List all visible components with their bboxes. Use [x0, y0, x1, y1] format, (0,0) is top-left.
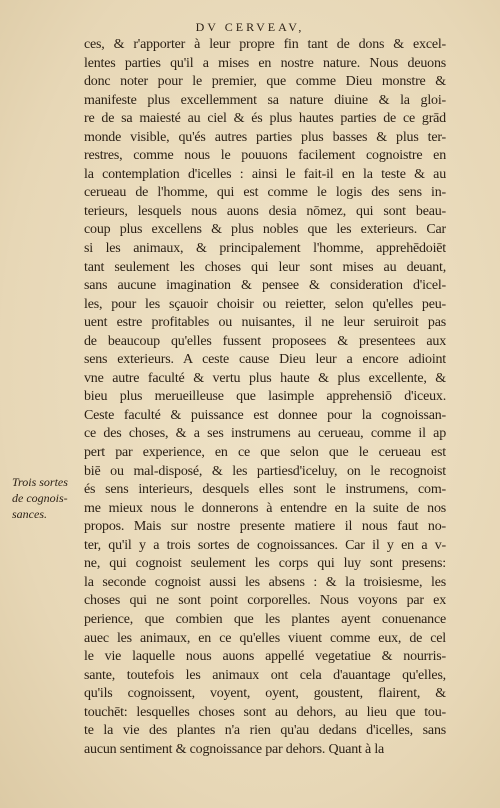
- marginal-note-line: Trois sortes: [12, 475, 68, 489]
- text-line: bieu plus merueilleuse que lasimple apprehensiō d'iceux.: [84, 389, 446, 405]
- marginal-note-line: sances.: [12, 507, 47, 521]
- running-head: DV CERVEAV,: [195, 20, 305, 34]
- text-line: uent estre profitables ou nuisantes, il ne leur seruiroit pas: [84, 315, 446, 331]
- text-line: touchēt: lesquelles choses sont au dehors, au lieu que tou-: [84, 704, 446, 720]
- text-line: lentes parties qu'il a mises en nostre nature. Nous deuons: [84, 55, 446, 71]
- text-line: de beaucoup qu'elles fussent proposees & presentees aux: [84, 333, 446, 349]
- text-line: Ceste faculté & puissance est donnee pour la cognoissan-: [84, 407, 446, 423]
- text-line: coup plus excellens & plus nobles que les exterieurs. Car: [84, 222, 446, 238]
- text-line: aucun sentiment & cognoissance par dehors. Quant à la: [84, 741, 385, 757]
- text-line: tant seulement les choses qui leur sont mises au deuant,: [84, 259, 446, 275]
- text-line: choses qui ne sont point corporelles. Nous voyons par ex: [84, 593, 446, 609]
- text-line: re de sa maiesté au ciel & és plus hautes parties de ce grād: [84, 111, 446, 127]
- text-line: propos. Mais sur nostre presente matiere il nous faut no-: [84, 519, 446, 535]
- text-line: sans aucune imagination & pensee & consideration d'icel-: [84, 278, 446, 294]
- text-line: auec les animaux, en ce qu'elles viuent comme eux, de cel: [84, 630, 446, 646]
- text-line: ne, qui cognoist seulement les corps qui luy sont presens:: [84, 556, 446, 572]
- text-line: te la vie des plantes n'a rien qu'au dedans d'icelles, sans: [84, 723, 446, 739]
- text-line: les, pour les sçauoir choisir ou reietter, selon qu'elles peu-: [84, 296, 446, 312]
- text-line: ter, qu'il y a trois sortes de cognoissances. Car il y en a v-: [84, 537, 446, 553]
- text-line: sens exterieurs. A ceste cause Dieu leur a encore adioint: [84, 352, 446, 368]
- text-line: monde visible, qu'és autres parties plus basses & plus ter-: [84, 129, 446, 145]
- text-line: perience, que combien que les plantes ayent conuenance: [84, 611, 446, 627]
- text-line: pert par experience, en ce que selon que le cerueau est: [84, 445, 446, 461]
- text-line: vne autre faculté & vertu plus haute & plus excellente, &: [84, 370, 446, 386]
- text-line: la seconde cognoist aussi les absens : & la troisiesme, les: [84, 574, 446, 590]
- text-line: ces, & r'apporter à leur propre fin tant de dons & excel-: [84, 37, 446, 52]
- text-line: ce des choses, & a ses instrumens au cerueau, comme il ap: [84, 426, 446, 442]
- text-line: qu'ils cognoissent, voyent, oyent, goustent, flairent, &: [84, 686, 446, 702]
- text-line: manifeste plus excellemment sa nature diuine & la gloi-: [84, 92, 446, 108]
- text-line: cerueau de l'homme, qui est comme le logis des sens in-: [84, 185, 446, 201]
- text-line: si les animaux, & principalement l'homme, apprehēdoiēt: [84, 241, 446, 257]
- marginal-note-line: de cognois-: [12, 491, 68, 505]
- text-line: donc noter pour le premier, que comme Dieu monstre &: [84, 74, 446, 90]
- text-line: le vie laquelle nous auons appellé vegetatiue & nourris-: [84, 649, 446, 665]
- text-line: me mieux nous le donnerons à entendre en la suite de nos: [84, 500, 446, 516]
- text-line: restres, comme nous le pouuons facilement cognoistre en: [84, 148, 446, 164]
- body-text: [84, 36, 446, 759]
- text-line: terieurs, lesquels nous auons desia nōmez, qui sont beau-: [84, 203, 446, 219]
- text-line: és sens interieurs, desquels elles sont le instrumens, com-: [84, 482, 446, 498]
- text-line: biē ou mal-disposé, & les partiesd'iceluy, on le recognoist: [84, 463, 446, 479]
- text-line: sante, toutefois les animaux ont cela d'auantage qu'elles,: [84, 667, 446, 683]
- marginal-note: [12, 474, 78, 522]
- text-line: la contemplation d'icelles : ainsi le fait-il en la teste & au: [84, 166, 446, 182]
